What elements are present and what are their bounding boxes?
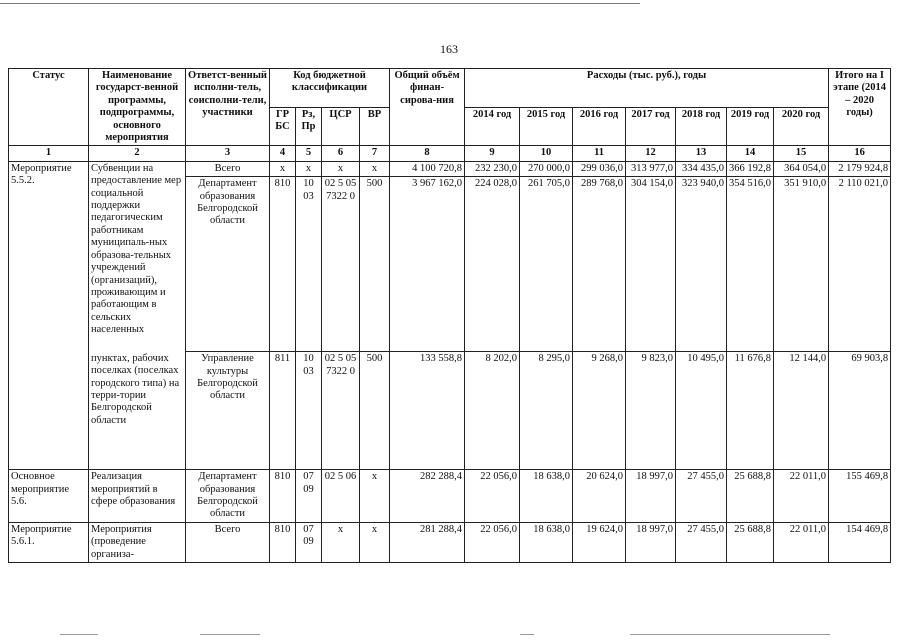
row-2017: 18 997,0 — [626, 522, 676, 562]
row-status: Мероприятие 5.5.2. — [9, 161, 89, 351]
row-name-continued: пунктах, рабочих поселках (поселках городского типа) на терри-тории Белгородской области — [89, 352, 186, 470]
row-total: 133 558,8 — [390, 352, 465, 470]
budget-table — [8, 68, 891, 563]
table-row — [9, 352, 891, 470]
row-2017: 9 823,0 — [626, 352, 676, 470]
row-2017: 304 154,0 — [626, 177, 676, 352]
top-rule — [0, 3, 640, 4]
row-2014: 8 202,0 — [465, 352, 520, 470]
table-row — [9, 522, 891, 562]
row-2020: 351 910,0 — [774, 177, 829, 352]
row-rzpr: 10 03 — [296, 177, 322, 352]
row-2014: 22 056,0 — [465, 470, 520, 523]
row-total: 282 288,4 — [390, 470, 465, 523]
row-2016: 299 036,0 — [573, 161, 626, 176]
row-rzpr: 07 09 — [296, 522, 322, 562]
row-status-continued — [9, 352, 89, 470]
header-year-2014: 2014 год — [465, 107, 520, 146]
header-year-2017: 2017 год — [626, 107, 676, 146]
row-2019: 25 688,8 — [727, 522, 774, 562]
header-vr: ВР — [360, 107, 390, 146]
row-2016: 9 268,0 — [573, 352, 626, 470]
column-number: 8 — [390, 146, 465, 161]
header-year-2016: 2016 год — [573, 107, 626, 146]
row-total: 4 100 720,8 — [390, 161, 465, 176]
row-2016: 289 768,0 — [573, 177, 626, 352]
row-2015: 18 638,0 — [520, 470, 573, 523]
row-vr: х — [360, 522, 390, 562]
row-csr: 02 5 06 — [322, 470, 360, 523]
row-status: Основное мероприятие 5.6. — [9, 470, 89, 523]
header-stage-total: Итого на I этапе (2014 – 2020 годы) — [829, 69, 891, 146]
table-row — [9, 470, 891, 523]
row-2018: 334 435,0 — [676, 161, 727, 176]
header-row-1 — [9, 69, 891, 108]
row-2018: 10 495,0 — [676, 352, 727, 470]
row-grbs: х — [270, 161, 296, 176]
row-name: Реализация мероприятий в сфере образования — [89, 470, 186, 523]
row-rzpr: х — [296, 161, 322, 176]
row-stage-total: 154 469,8 — [829, 522, 891, 562]
header-year-2018: 2018 год — [676, 107, 727, 146]
column-number: 1 — [9, 146, 89, 161]
row-stage-total: 155 469,8 — [829, 470, 891, 523]
header-rzpr: Рз, Пр — [296, 107, 322, 146]
header-name: Наименование государст-венной программы, подпрограммы, основного мероприятия — [89, 69, 186, 146]
row-name: Мероприятия (проведение организа- — [89, 522, 186, 562]
row-responsible: Всего — [186, 161, 270, 176]
row-stage-total: 2 179 924,8 — [829, 161, 891, 176]
column-number: 12 — [626, 146, 676, 161]
header-budget-code: Код бюджетной классификации — [270, 69, 390, 108]
row-2018: 323 940,0 — [676, 177, 727, 352]
column-number: 16 — [829, 146, 891, 161]
header-year-2020: 2020 год — [774, 107, 829, 146]
row-vr: х — [360, 470, 390, 523]
row-stage-total: 2 110 021,0 — [829, 177, 891, 352]
column-number-row — [9, 146, 891, 161]
header-csr: ЦСР — [322, 107, 360, 146]
column-number: 2 — [89, 146, 186, 161]
row-csr: 02 5 05 7322 0 — [322, 352, 360, 470]
row-responsible: Управление культуры Белгородской области — [186, 352, 270, 470]
row-csr: х — [322, 161, 360, 176]
row-2020: 22 011,0 — [774, 470, 829, 523]
header-grbs: ГР БС — [270, 107, 296, 146]
row-status: Мероприятие 5.6.1. — [9, 522, 89, 562]
row-2014: 232 230,0 — [465, 161, 520, 176]
row-2015: 261 705,0 — [520, 177, 573, 352]
row-grbs: 810 — [270, 522, 296, 562]
column-number: 14 — [727, 146, 774, 161]
header-year-2019: 2019 год — [727, 107, 774, 146]
column-number: 10 — [520, 146, 573, 161]
row-2016: 20 624,0 — [573, 470, 626, 523]
row-2015: 8 295,0 — [520, 352, 573, 470]
row-2020: 22 011,0 — [774, 522, 829, 562]
row-rzpr: 10 03 — [296, 352, 322, 470]
column-number: 11 — [573, 146, 626, 161]
row-grbs: 811 — [270, 352, 296, 470]
row-2014: 224 028,0 — [465, 177, 520, 352]
header-expenses: Расходы (тыс. руб.), годы — [465, 69, 829, 108]
column-number: 15 — [774, 146, 829, 161]
header-year-2015: 2015 год — [520, 107, 573, 146]
row-csr: х — [322, 522, 360, 562]
row-csr: 02 5 05 7322 0 — [322, 177, 360, 352]
row-responsible: Департамент образования Белгородской области — [186, 177, 270, 352]
column-number: 5 — [296, 146, 322, 161]
column-number: 9 — [465, 146, 520, 161]
bottom-rule — [0, 634, 905, 638]
column-number: 7 — [360, 146, 390, 161]
row-total: 281 288,4 — [390, 522, 465, 562]
row-name: Субвенции на предоставление мер социальной поддержки педагогическим работникам муниципаль-ных образова-тельных учреждений (организаций), проживающим и работающим в сельских населенных — [89, 161, 186, 351]
row-grbs: 810 — [270, 470, 296, 523]
row-2020: 12 144,0 — [774, 352, 829, 470]
row-2016: 19 624,0 — [573, 522, 626, 562]
row-2019: 11 676,8 — [727, 352, 774, 470]
row-2018: 27 455,0 — [676, 470, 727, 523]
header-responsible: Ответст-венный исполни-тель, соисполни-тели, участники — [186, 69, 270, 146]
page-number: 163 — [440, 42, 458, 56]
row-vr: х — [360, 161, 390, 176]
column-number: 13 — [676, 146, 727, 161]
row-vr: 500 — [360, 352, 390, 470]
column-number: 3 — [186, 146, 270, 161]
table-row — [9, 161, 891, 176]
row-2019: 25 688,8 — [727, 470, 774, 523]
row-2017: 313 977,0 — [626, 161, 676, 176]
row-2018: 27 455,0 — [676, 522, 727, 562]
row-2017: 18 997,0 — [626, 470, 676, 523]
row-rzpr: 07 09 — [296, 470, 322, 523]
column-number: 6 — [322, 146, 360, 161]
row-2019: 366 192,8 — [727, 161, 774, 176]
row-2019: 354 516,0 — [727, 177, 774, 352]
header-status: Статус — [9, 69, 89, 146]
row-2014: 22 056,0 — [465, 522, 520, 562]
row-responsible: Всего — [186, 522, 270, 562]
row-stage-total: 69 903,8 — [829, 352, 891, 470]
row-2020: 364 054,0 — [774, 161, 829, 176]
row-grbs: 810 — [270, 177, 296, 352]
row-2015: 270 000,0 — [520, 161, 573, 176]
header-total-volume: Общий объём финан-сирова-ния — [390, 69, 465, 146]
row-vr: 500 — [360, 177, 390, 352]
row-2015: 18 638,0 — [520, 522, 573, 562]
column-number: 4 — [270, 146, 296, 161]
row-responsible: Департамент образования Белгородской области — [186, 470, 270, 523]
row-total: 3 967 162,0 — [390, 177, 465, 352]
